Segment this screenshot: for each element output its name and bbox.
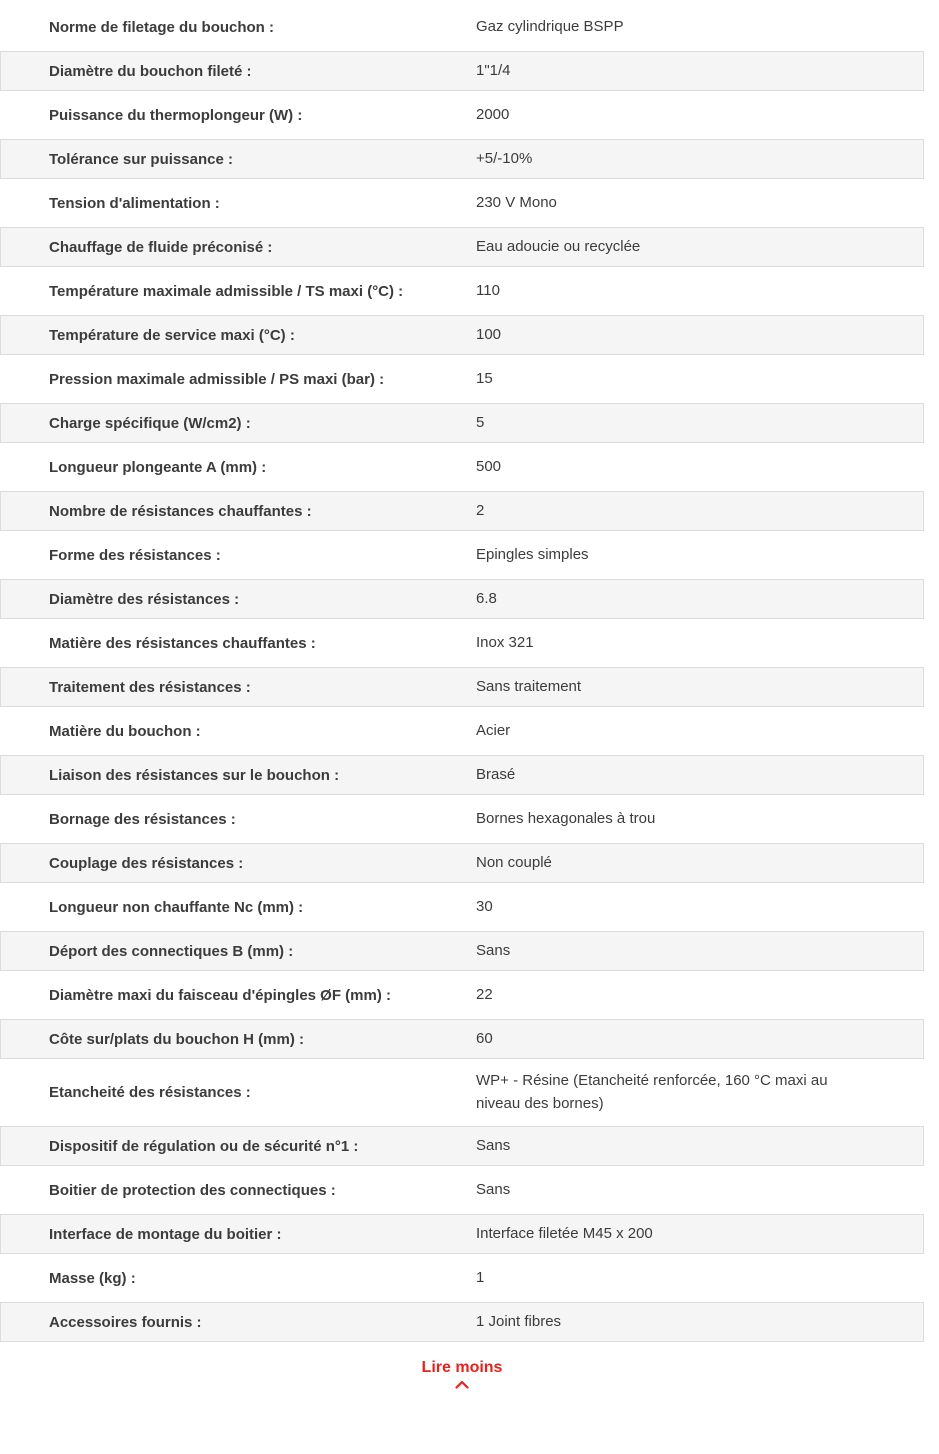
spec-row (0, 271, 924, 311)
spec-label: Tension d'alimentation : (49, 194, 220, 212)
spec-row (0, 799, 924, 839)
spec-value: Eau adoucie ou recyclée (476, 237, 641, 255)
spec-label: Masse (kg) : (49, 1269, 136, 1287)
spec-value: 15 (476, 369, 493, 387)
spec-value: Bornes hexagonales à trou (476, 809, 656, 827)
spec-label: Dispositif de régulation ou de sécurité n°1 : (49, 1137, 359, 1155)
spec-value: +5/-10% (476, 149, 533, 167)
spec-row (0, 1170, 924, 1210)
spec-value: 60 (476, 1029, 493, 1047)
spec-row (0, 535, 924, 575)
read-less-link[interactable] (422, 1358, 503, 1389)
spec-row (0, 1302, 924, 1342)
spec-row (0, 887, 924, 927)
spec-row (0, 183, 924, 223)
spec-label: Diamètre des résistances : (49, 590, 240, 608)
spec-label: Température de service maxi (°C) : (49, 326, 295, 344)
spec-value: 1"1/4 (476, 61, 511, 79)
spec-row (0, 403, 924, 443)
spec-row (0, 359, 924, 399)
spec-value: 2 (476, 501, 485, 519)
spec-label: Nombre de résistances chauffantes : (49, 502, 312, 520)
spec-label: Etancheité des résistances : (49, 1084, 251, 1101)
spec-row (0, 315, 924, 355)
spec-label: Puissance du thermoplongeur (W) : (49, 106, 303, 124)
spec-row (0, 711, 924, 751)
spec-label: Bornage des résistances : (49, 810, 236, 828)
spec-value: Sans (476, 941, 511, 959)
spec-row (0, 931, 924, 971)
spec-label: Matière du bouchon : (49, 722, 201, 740)
spec-label: Côte sur/plats du bouchon H (mm) : (49, 1030, 304, 1048)
spec-row (0, 579, 924, 619)
spec-row (0, 1126, 924, 1166)
spec-value: Sans (476, 1180, 511, 1198)
spec-table (0, 7, 924, 1342)
spec-label: Norme de filetage du bouchon : (49, 18, 275, 36)
spec-value: Sans (476, 1136, 511, 1154)
spec-label: Longueur plongeante A (mm) : (49, 458, 267, 476)
spec-value: Epingles simples (476, 545, 589, 563)
spec-label: Longueur non chauffante Nc (mm) : (49, 898, 304, 916)
spec-value: Brasé (476, 765, 516, 783)
spec-value: 2000 (476, 105, 510, 123)
spec-value: 500 (476, 457, 502, 475)
spec-row (0, 623, 924, 663)
spec-label: Forme des résistances : (49, 546, 221, 564)
spec-value: WP+ - Résine (Etancheité renforcée, 160 °C maxi au niveau des bornes) (476, 1072, 828, 1112)
spec-label: Diamètre maxi du faisceau d'épingles ØF (mm) : (49, 986, 391, 1004)
spec-row (0, 139, 924, 179)
spec-label: Chauffage de fluide préconisé : (49, 238, 273, 256)
spec-label: Diamètre du bouchon fileté : (49, 62, 252, 80)
spec-value: Acier (476, 721, 511, 739)
spec-row (0, 1063, 924, 1122)
spec-value: Inox 321 (476, 633, 534, 651)
spec-value: 1 Joint fibres (476, 1312, 562, 1330)
spec-value: Interface filetée M45 x 200 (476, 1224, 653, 1242)
spec-row (0, 975, 924, 1015)
spec-row (0, 755, 924, 795)
spec-row (0, 95, 924, 135)
spec-row (0, 1214, 924, 1254)
spec-label: Température maximale admissible / TS maxi (°C) : (49, 282, 404, 300)
spec-row (0, 1019, 924, 1059)
spec-row (0, 491, 924, 531)
spec-value: 30 (476, 897, 493, 915)
spec-label: Pression maximale admissible / PS maxi (bar) : (49, 370, 385, 388)
spec-row (0, 843, 924, 883)
spec-label: Boitier de protection des connectiques : (49, 1181, 336, 1199)
spec-value: 100 (476, 325, 502, 343)
spec-label: Déport des connectiques B (mm) : (49, 942, 294, 960)
spec-row (0, 1258, 924, 1298)
spec-value: 5 (476, 413, 485, 431)
spec-value: 6.8 (476, 589, 497, 607)
read-less-label: Lire moins (421, 1359, 503, 1376)
spec-label: Liaison des résistances sur le bouchon : (49, 766, 340, 784)
spec-row (0, 667, 924, 707)
table-footer (0, 1358, 924, 1389)
spec-label: Matière des résistances chauffantes : (49, 634, 316, 652)
spec-value: Sans traitement (476, 677, 582, 695)
spec-label: Traitement des résistances : (49, 678, 251, 696)
spec-label: Couplage des résistances : (49, 854, 244, 872)
spec-value: Non couplé (476, 853, 552, 871)
spec-label: Accessoires fournis : (49, 1313, 202, 1331)
spec-value: 230 V Mono (476, 193, 557, 211)
spec-row (0, 51, 924, 91)
spec-label: Tolérance sur puissance : (49, 150, 233, 168)
spec-row (0, 227, 924, 267)
spec-label: Interface de montage du boitier : (49, 1225, 282, 1243)
chevron-up-icon (455, 1380, 469, 1389)
spec-label: Charge spécifique (W/cm2) : (49, 414, 251, 432)
spec-value: 1 (476, 1268, 485, 1286)
spec-value: Gaz cylindrique BSPP (476, 17, 624, 35)
spec-value: 110 (476, 281, 500, 299)
spec-row (0, 7, 924, 47)
spec-value: 22 (476, 985, 493, 1003)
spec-row (0, 447, 924, 487)
